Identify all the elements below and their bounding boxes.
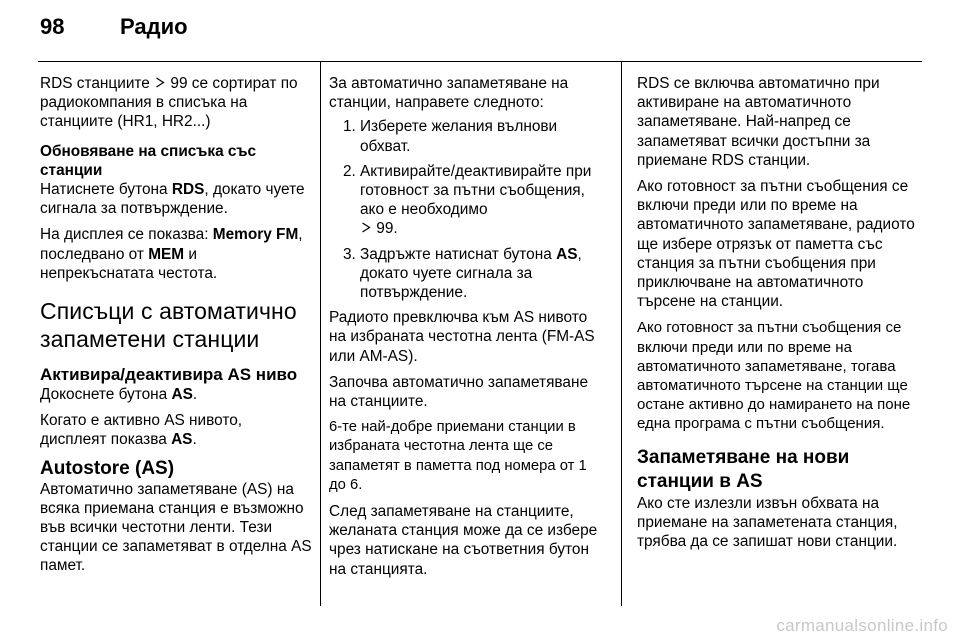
steps-list — [329, 117, 607, 302]
display-text: MEM — [148, 245, 185, 263]
text: 99 се сортират по радиокомпания в списъка на станциите (HR1, HR2...) — [40, 75, 298, 131]
paragraph: Автоматично запаметяване (AS) на всяка приемана станция е възможно във всички честотни ленти. Тези станции се запаметяват в отделна AS памет. — [40, 480, 312, 575]
column-1 — [40, 74, 312, 583]
paragraph — [40, 411, 312, 449]
paragraph: RDS се включва автоматично при активиране на автоматичното запаметяване. Най-напред се запаметяват всички достъпни за приемане RDS станции. — [637, 75, 880, 169]
paragraph: Ако готовност за пътни съобщения се включи преди или по време на автоматичното запаметяване, радиото ще избере отрязък от паметта със станция за пътни съобщения при приключване на автоматичното търсене на станции. — [637, 178, 915, 311]
paragraph — [40, 74, 312, 132]
arrow-right-outline-icon — [360, 219, 372, 238]
step-number: 2. — [343, 162, 356, 180]
paragraph — [40, 180, 312, 218]
step-number: 1. — [343, 118, 356, 136]
text: На дисплея се показва: — [40, 226, 213, 244]
text: , докато чуете сигнала за потвърждение. — [360, 245, 582, 302]
paragraph: След запаметяване на станциите, желаната станция може да се избере чрез натискане на съответния бутон на станцията. — [329, 503, 598, 578]
text: Активирайте/деактивирайте при готовност за пътни съобщения, ако е необходимо — [360, 162, 592, 219]
paragraph: 6-те най-добре приемани станции в избраната честотна лента ще се запаметят в паметта под номера от 1 до 6. — [329, 419, 587, 493]
text: Натиснете бутона — [40, 181, 172, 199]
paragraph: Започва автоматично запаметяване на станциите. — [329, 373, 589, 411]
text: , последвано от — [40, 226, 303, 263]
arrow-right-outline-icon — [154, 74, 166, 93]
section-heading: Запаметяване на нови станции в AS — [637, 446, 850, 492]
list-item — [329, 162, 607, 239]
paragraph: Радиото превключва към AS нивото на избраната честотна лента (FM-AS или AM-AS). — [329, 309, 595, 365]
page-number: 98 — [40, 14, 65, 39]
list-item — [329, 117, 607, 155]
column-divider — [320, 62, 321, 606]
column-divider — [621, 62, 622, 606]
header-rule — [38, 61, 922, 62]
text: и непрекъснатата честота. — [40, 245, 218, 282]
text: RDS станциите — [40, 75, 155, 92]
heading-line: станции — [40, 161, 103, 179]
text: . — [192, 431, 197, 449]
text: Изберете желания вълнови обхват. — [360, 118, 558, 155]
section-title: Списъци с автоматично запаметени станции — [40, 298, 297, 353]
button-name: AS — [556, 245, 578, 263]
section-heading — [40, 142, 312, 180]
button-name: RDS — [171, 181, 205, 199]
section-heading: Autostore (AS) — [40, 457, 175, 479]
text: , докато чуете сигнала за потвърждение. — [40, 181, 305, 218]
text: Докоснете бутона — [40, 386, 172, 404]
page-header — [40, 14, 188, 50]
paragraph: За автоматично запаметяване на станции, направете следното: — [329, 75, 569, 112]
section-heading: Активира/деактивира AS ниво — [40, 365, 298, 385]
paragraph — [40, 225, 312, 283]
display-text: Memory FM — [212, 226, 299, 244]
paragraph — [40, 385, 312, 404]
step-number: 3. — [343, 245, 356, 263]
list-item — [329, 245, 607, 303]
paragraph: Ако готовност за пътни съобщения се включи преди или по време на автоматичното запаметяване, тогава автоматичното търсене на станции ще остане активно до намирането на поне една програма с пътни съобщения. — [637, 319, 911, 433]
paragraph: Ако сте излезли извън обхвата на приемане на запаметената станция, трябва да се запишат нови станции. — [637, 494, 898, 551]
button-name: AS — [171, 386, 193, 404]
page-title: Радио — [120, 14, 188, 39]
text: . — [192, 386, 198, 404]
text: Когато е активно AS нивото, дисплеят показва — [40, 412, 243, 449]
text: Задръжте натиснат бутона — [360, 245, 557, 263]
column-2 — [329, 74, 607, 586]
display-text: AS — [171, 431, 193, 449]
column-3 — [637, 74, 917, 558]
heading-line: Обновяване на списъка със — [40, 142, 257, 160]
text: 99. — [372, 220, 398, 238]
watermark: carmanualsonline.info — [776, 616, 948, 635]
